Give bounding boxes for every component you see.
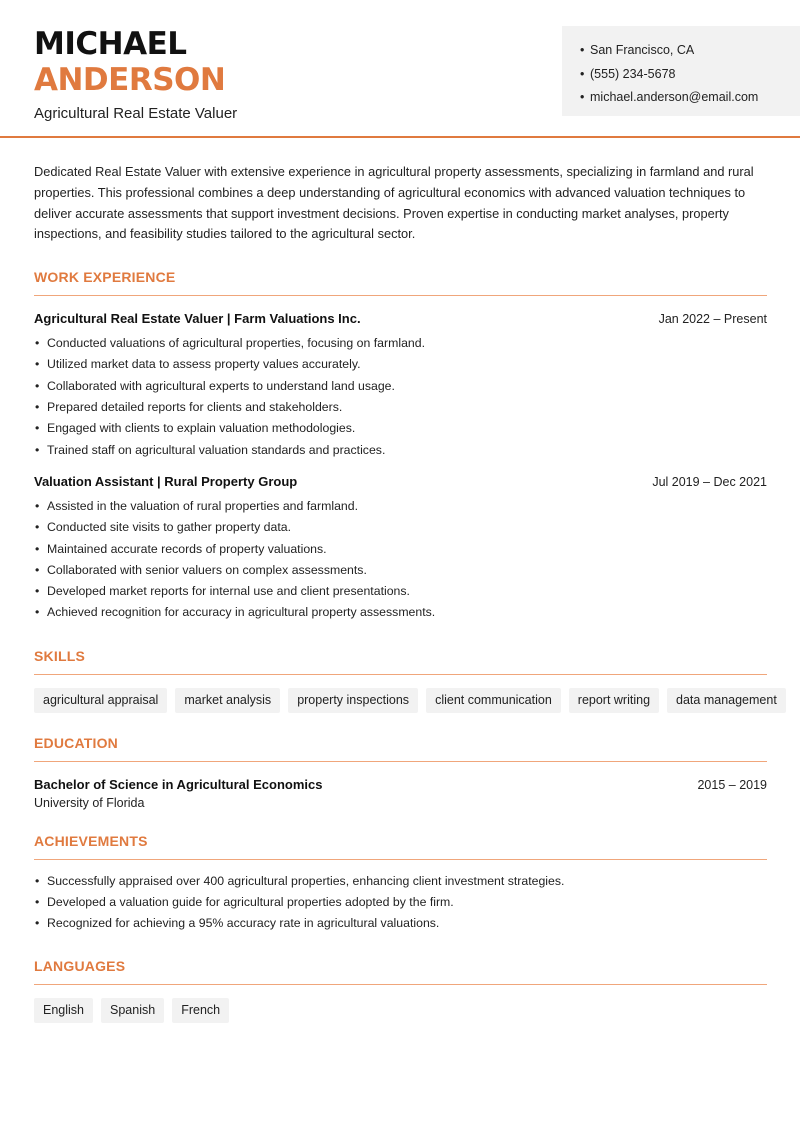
job-bullet: • Collaborated with agricultural experts to understand land usage. [34, 376, 767, 397]
job-role: Valuation Assistant | Rural Property Group [34, 473, 298, 489]
skill-tag: client communication [426, 688, 561, 713]
section-title-work: WORK EXPERIENCE [34, 269, 767, 296]
skills-list [34, 688, 777, 713]
job-bullet: • Collaborated with senior valuers on complex assessments. [34, 560, 767, 581]
job-bullet: • Utilized market data to assess property values accurately. [34, 354, 767, 375]
job-bullet: • Prepared detailed reports for clients and stakeholders. [34, 397, 767, 418]
contact-box [562, 26, 800, 116]
achievements-section [34, 833, 767, 935]
section-title-achievements: ACHIEVEMENTS [34, 833, 767, 860]
job-bullet: • Engaged with clients to explain valuation methodologies. [34, 418, 767, 439]
name-block [34, 26, 237, 122]
section-title-languages: LANGUAGES [34, 958, 767, 985]
language-tag: French [172, 998, 229, 1023]
education-dates: 2015 – 2019 [697, 777, 767, 792]
last-name: ANDERSON [34, 62, 226, 98]
achievement-item: • Developed a valuation guide for agricultural properties adopted by the firm. [34, 892, 767, 913]
contact-email: • michael.anderson@email.com [580, 86, 800, 110]
job-entry [34, 474, 767, 624]
achievement-item: • Recognized for achieving a 95% accuracy rate in agricultural valuations. [34, 913, 767, 934]
job-bullet: • Developed market reports for internal use and client presentations. [34, 581, 767, 602]
resume-header [0, 0, 800, 138]
contact-phone: • (555) 234-5678 [580, 63, 800, 87]
skill-tag: property inspections [288, 688, 418, 713]
first-name: MICHAEL [34, 26, 187, 62]
skill-tag: data management [667, 688, 786, 713]
job-bullet: • Trained staff on agricultural valuation standards and practices. [34, 440, 767, 461]
education-entry [34, 777, 767, 810]
skill-tag: market analysis [175, 688, 280, 713]
section-title-skills: SKILLS [34, 648, 767, 675]
language-tag: Spanish [101, 998, 164, 1023]
job-dates: Jul 2019 – Dec 2021 [652, 474, 767, 489]
skill-tag: agricultural appraisal [34, 688, 167, 713]
summary: Dedicated Real Estate Valuer with extensive experience in agricultural property assessments, specializing in farmland and rural properties. This professional combines a deep understanding of agricultural economics with advanced valuation techniques to deliver accurate assessments that support investment decisions. Proven expertise in conducting market analyses, property inspections, and feasibility studies tailored to the agricultural sector. [34, 164, 754, 242]
skill-tag: report writing [569, 688, 659, 713]
job-bullet: • Conducted valuations of agricultural properties, focusing on farmland. [34, 333, 767, 354]
job-bullet: • Maintained accurate records of property valuations. [34, 539, 767, 560]
job-dates: Jan 2022 – Present [658, 312, 767, 327]
languages-section [34, 958, 767, 1023]
work-section [34, 269, 767, 624]
job-title: Agricultural Real Estate Valuer [34, 105, 238, 122]
skills-section [34, 647, 777, 713]
job-role: Agricultural Real Estate Valuer | Farm Valuations Inc. [34, 311, 361, 327]
school: University of Florida [34, 795, 145, 810]
languages-list [34, 998, 767, 1023]
degree: Bachelor of Science in Agricultural Economics [34, 776, 323, 792]
language-tag: English [34, 998, 93, 1023]
job-bullet: • Assisted in the valuation of rural properties and farmland. [34, 496, 767, 517]
achievement-item: • Successfully appraised over 400 agricultural properties, enhancing client investment strategies. [34, 871, 767, 892]
job-bullet: • Conducted site visits to gather property data. [34, 517, 767, 538]
job-entry [34, 311, 767, 461]
education-section [34, 735, 767, 810]
resume-content [34, 162, 777, 1023]
section-title-education: EDUCATION [34, 735, 767, 762]
contact-location: • San Francisco, CA [580, 39, 800, 63]
job-bullet: • Achieved recognition for accuracy in agricultural property assessments. [34, 602, 767, 623]
